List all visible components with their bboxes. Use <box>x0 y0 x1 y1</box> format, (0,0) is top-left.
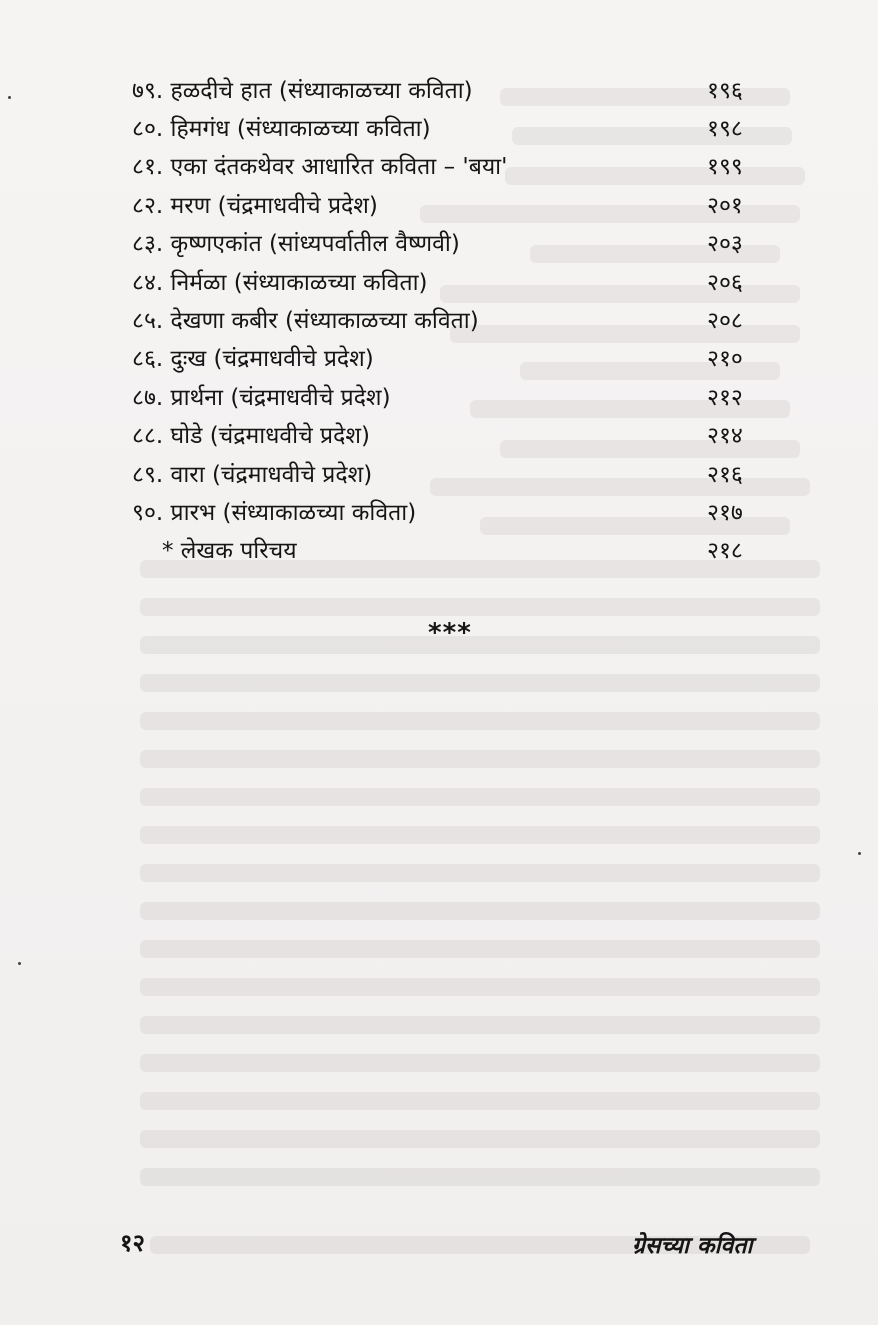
toc-entry-title: ८०. हिमगंध (संध्याकाळच्या कविता) <box>132 116 431 143</box>
toc-entry <box>132 72 777 110</box>
toc-entry-title: ८४. निर्मळा (संध्याकाळच्या कविता) <box>132 269 428 296</box>
toc-entry-author-intro <box>132 533 777 571</box>
toc-entry-title: ८७. प्रार्थना (चंद्रमाधवीचे प्रदेश) <box>132 384 391 411</box>
toc-entry-page: २०३ <box>707 231 743 258</box>
toc-entry-page: २१७ <box>707 499 743 526</box>
paper-speck <box>8 96 11 99</box>
toc-entry <box>132 494 777 532</box>
toc-entry-title: ८५. देखणा कबीर (संध्याकाळच्या कविता) <box>132 308 479 335</box>
toc-entry-page: २०८ <box>707 308 743 335</box>
toc-entry-page: १९८ <box>707 116 743 143</box>
section-separator: *** <box>428 618 472 648</box>
toc-entry-title: ८९. वारा (चंद्रमाधवीचे प्रदेश) <box>132 461 373 488</box>
toc-entry-page: २१८ <box>707 538 743 565</box>
toc-entry <box>132 418 777 456</box>
table-of-contents <box>132 72 777 571</box>
toc-entry-title: ९०. प्रारभ (संध्याकाळच्या कविता) <box>132 499 417 526</box>
toc-entry <box>132 149 777 187</box>
toc-entry-page: २१४ <box>707 423 743 450</box>
toc-entry-title: ८३. कृष्णएकांत (सांध्यपर्वातील वैष्णवी) <box>132 231 460 258</box>
toc-entry-title: ८८. घोडे (चंद्रमाधवीचे प्रदेश) <box>132 423 370 450</box>
page-number: १२ <box>120 1229 145 1257</box>
toc-entry-page: २०१ <box>707 192 743 219</box>
toc-entry-page: २१२ <box>707 384 743 411</box>
running-title: ग्रेसच्या कविता <box>632 1233 753 1259</box>
toc-entry-title: ७९. हळदीचे हात (संध्याकाळच्या कविता) <box>132 77 473 104</box>
toc-entry-title: * लेखक परिचय <box>162 538 297 565</box>
toc-entry <box>132 456 777 494</box>
toc-entry-page: २१६ <box>707 461 743 488</box>
toc-entry <box>132 302 777 340</box>
toc-entry <box>132 110 777 148</box>
paper-speck <box>858 852 861 855</box>
toc-entry-page: १९६ <box>707 77 743 104</box>
toc-entry-title: ८१. एका दंतकथेवर आधारित कविता – 'बया' <box>132 154 508 181</box>
toc-entry-page: २१० <box>707 346 743 373</box>
toc-entry <box>132 379 777 417</box>
toc-entry <box>132 187 777 225</box>
toc-entry <box>132 226 777 264</box>
toc-entry-page: १९९ <box>707 154 743 181</box>
toc-entry <box>132 341 777 379</box>
toc-entry-title: ८६. दुःख (चंद्रमाधवीचे प्रदेश) <box>132 346 374 373</box>
toc-entry-page: २०६ <box>707 269 743 296</box>
paper-speck <box>18 962 21 965</box>
toc-entry <box>132 264 777 302</box>
toc-entry-title: ८२. मरण (चंद्रमाधवीचे प्रदेश) <box>132 192 378 219</box>
